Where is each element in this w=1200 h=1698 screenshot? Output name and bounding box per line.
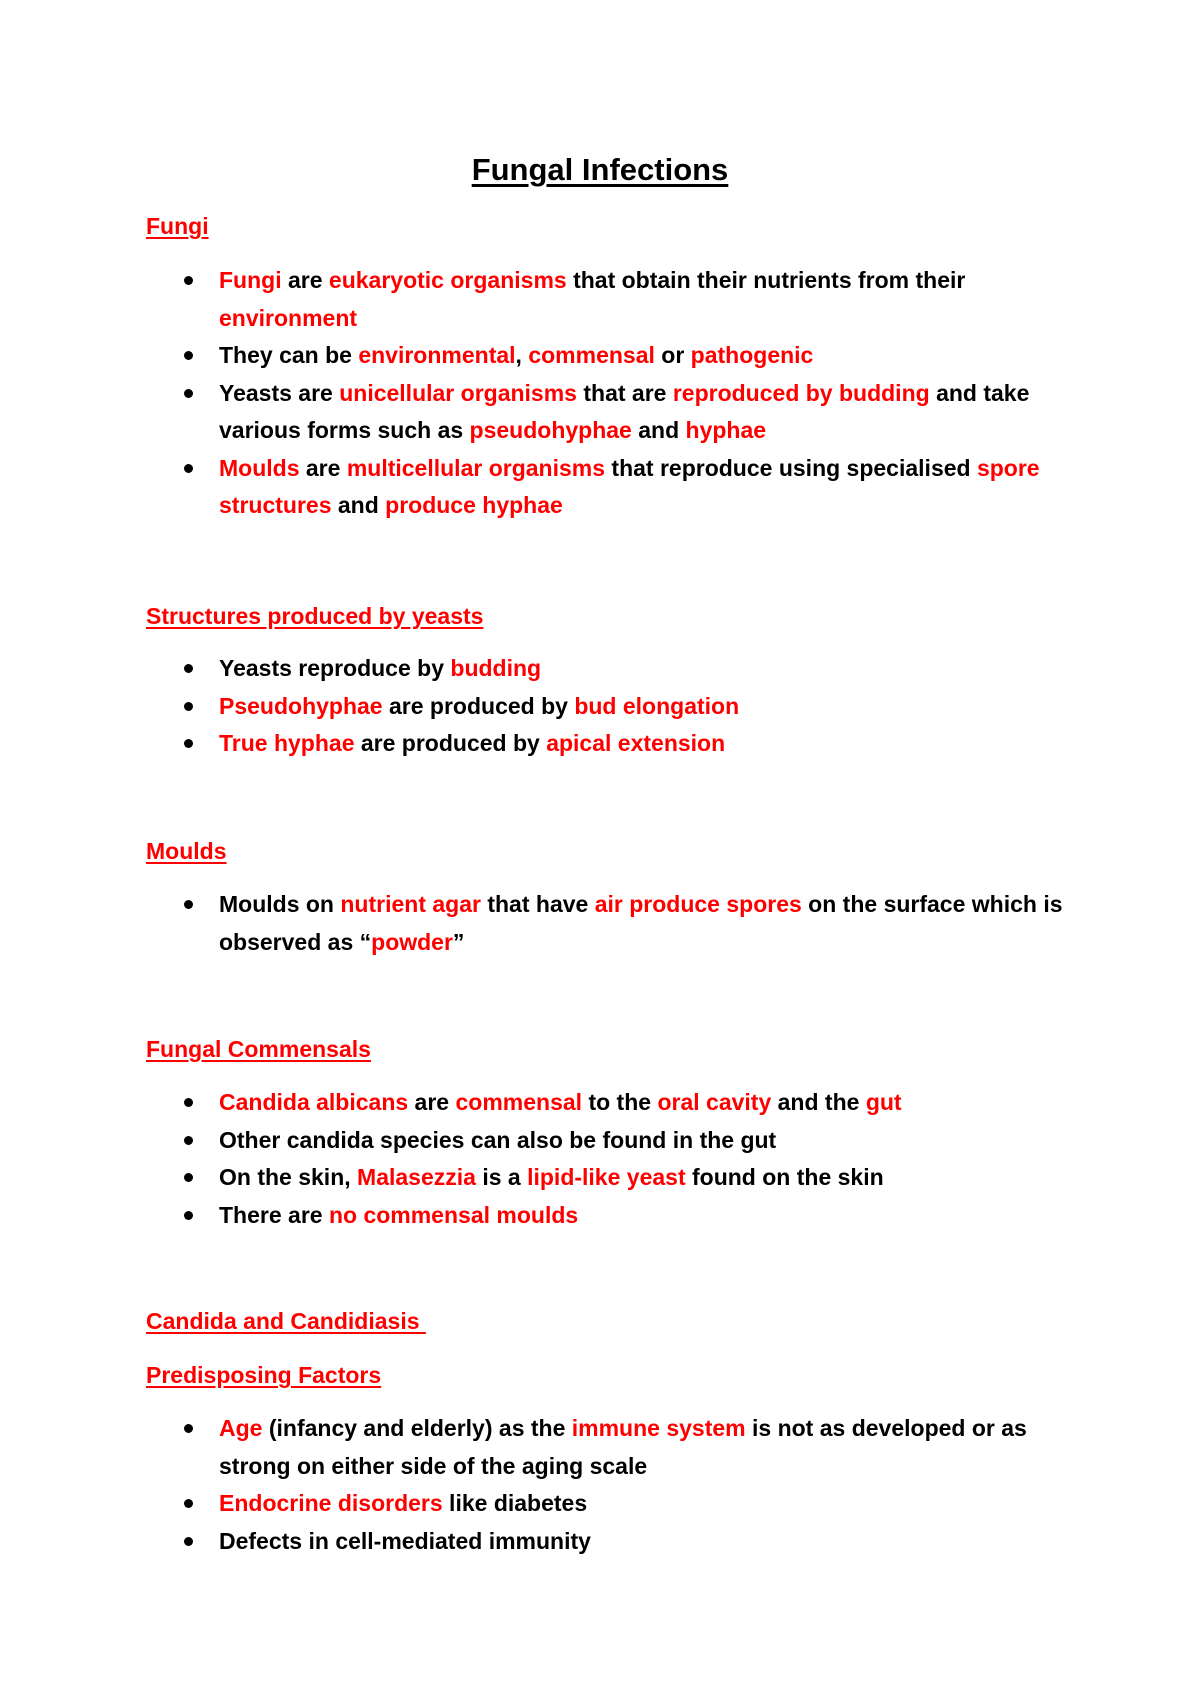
highlighted-term: nutrient agar [340,891,481,917]
bullet-item [146,1485,1076,1523]
bullet-item [146,450,1076,525]
section-heading-commensals: Fungal Commensals [146,1036,371,1062]
highlighted-term: Moulds [219,454,300,481]
bullet-item [146,375,1076,450]
bullet-dot-icon [184,664,193,673]
bullet-dot-icon [184,1173,193,1182]
bullet-dot-icon [184,1499,193,1508]
section-heading-fungi: Fungi [146,213,209,239]
bullet-item [146,1523,1076,1561]
bullet-text: , [515,342,529,368]
bullet-text: are [281,267,329,293]
bullet-text: They can be [219,342,359,368]
highlighted-term: apical extension [546,730,726,756]
bullet-dot-icon [184,464,193,473]
highlighted-term: hyphae [685,417,767,443]
highlighted-term: environmental [358,342,516,368]
highlighted-term: unicellular organisms [339,379,577,406]
highlighted-term: pathogenic [690,342,814,368]
bullet-item [146,262,1076,337]
bullet-list-fungi [146,262,1076,525]
bullet-item [146,688,1076,726]
bullet-text: Yeasts are [219,379,340,406]
highlighted-term: Age [219,1415,263,1441]
bullet-text: on the surface which is observed as “ [219,891,1063,955]
bullet-item [146,886,1076,961]
highlighted-term: air produce spores [594,891,802,917]
highlighted-term: multicellular organisms [346,454,606,481]
bullet-text: ” [452,928,465,955]
bullet-list-moulds [146,886,1076,961]
bullet-text: Defects in cell-mediated immunity [219,1527,591,1554]
bullet-item [146,1410,1076,1485]
bullet-text: or [654,342,691,368]
bullet-text: (infancy and elderly) as the [262,1415,572,1441]
highlighted-term: oral cavity [657,1089,772,1115]
bullet-text: and [331,492,386,518]
highlighted-term: powder [371,928,453,955]
bullet-item [146,1084,1076,1122]
section-heading-moulds: Moulds [146,838,227,864]
bullet-list-commensals [146,1084,1076,1234]
bullet-item [146,1159,1076,1197]
bullet-dot-icon [184,1537,193,1546]
page-title: Fungal Infections [471,152,729,187]
bullet-item [146,337,1076,375]
highlighted-term: commensal [455,1089,583,1115]
bullet-text: found on the skin [685,1164,884,1190]
bullet-text: that are [576,379,673,406]
highlighted-term: lipid-like yeast [527,1164,686,1190]
highlighted-term: pseudohyphae [469,417,632,443]
highlighted-term: gut [865,1089,902,1115]
highlighted-term: bud elongation [574,692,740,719]
bullet-list-predisposing [146,1410,1076,1560]
highlighted-term: reproduced by budding [672,379,930,406]
bullet-text: is not as developed or as strong on either side of the aging scale [219,1415,1027,1479]
bullet-text: and the [771,1089,866,1115]
bullet-dot-icon [184,351,193,360]
bullet-text: There are [219,1201,329,1228]
highlighted-term: Malasezzia [357,1164,476,1190]
bullet-text: Other candida species can also be found in the gut [219,1126,777,1153]
bullet-dot-icon [184,276,193,285]
highlighted-term: commensal [528,342,655,368]
bullet-text: On the skin, [219,1164,358,1190]
bullet-text: that obtain their nutrients from their [566,267,966,293]
highlighted-term: immune system [571,1415,746,1441]
highlighted-term: produce hyphae [385,492,563,518]
highlighted-term: spore structures [219,454,1040,518]
bullet-text: is a [475,1164,528,1190]
bullet-text: Moulds on [219,891,341,917]
bullet-text: and [631,417,686,443]
bullet-text: and take various forms such as [219,379,1030,443]
highlighted-term: environment [219,304,358,331]
highlighted-term: Pseudohyphae [219,692,383,719]
bullet-dot-icon [184,1211,193,1220]
highlighted-term: eukaryotic organisms [328,267,567,293]
bullet-dot-icon [184,739,193,748]
bullet-item [146,1197,1076,1235]
bullet-item [146,725,1076,763]
section-heading-candida: Candida and Candidiasis [146,1308,426,1334]
bullet-dot-icon [184,702,193,711]
bullet-text: that reproduce using specialised [605,454,977,481]
section-heading-structures: Structures produced by yeasts [146,603,484,629]
highlighted-term: Endocrine disorders [219,1490,443,1516]
highlighted-term: Candida albicans [219,1089,409,1115]
bullet-item [146,1122,1076,1160]
bullet-dot-icon [184,1424,193,1433]
highlighted-term: no commensal moulds [328,1201,579,1228]
bullet-text: are [408,1089,456,1115]
section-heading-predisposing: Predisposing Factors [146,1362,382,1388]
highlighted-term: True hyphae [219,730,355,756]
bullet-dot-icon [184,389,193,398]
bullet-text: to the [582,1089,658,1115]
bullet-text: are produced by [382,692,575,719]
bullet-dot-icon [184,900,193,909]
bullet-text: are [299,454,347,481]
bullet-text: are produced by [354,730,547,756]
bullet-text: that have [480,891,595,917]
bullet-list-structures [146,650,1076,763]
bullet-item [146,650,1076,688]
bullet-text: like diabetes [442,1490,588,1516]
bullet-dot-icon [184,1098,193,1107]
bullet-text: Yeasts reproduce by [219,655,451,681]
highlighted-term: Fungi [219,267,282,293]
highlighted-term: budding [450,655,542,681]
bullet-dot-icon [184,1136,193,1145]
